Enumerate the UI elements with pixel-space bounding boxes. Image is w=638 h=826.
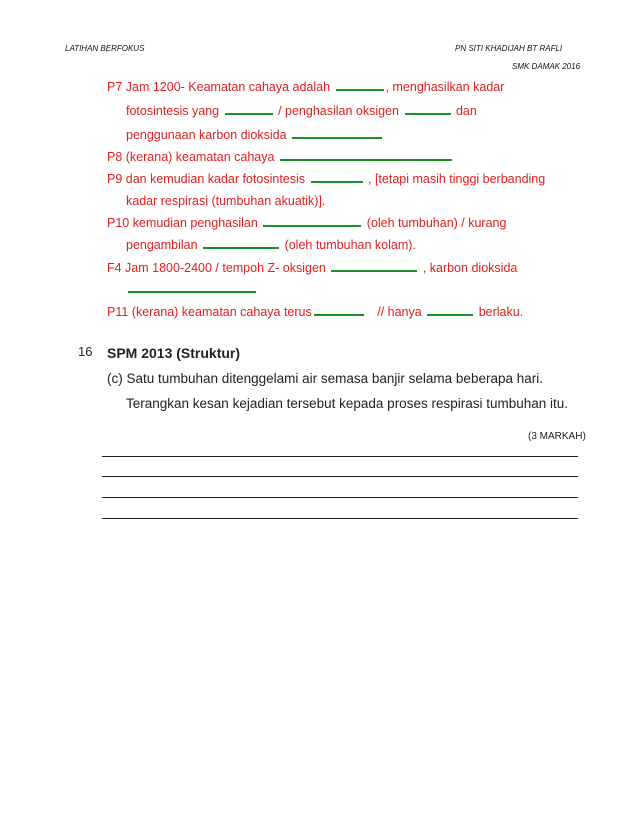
blank <box>427 313 473 316</box>
p11-text-b: // hanya <box>377 305 422 319</box>
blank <box>331 269 417 272</box>
p9-text-c: kadar respirasi (tumbuhan akuatik)]. <box>126 194 326 208</box>
p11-text-a: P11 (kerana) keamatan cahaya terus <box>107 305 312 319</box>
point-p7-line2 <box>126 104 477 118</box>
f4-text-b: , karbon dioksida <box>422 261 518 275</box>
blank <box>203 246 279 249</box>
f4-text-a: F4 Jam 1800-2400 / tempoh Z- oksigen <box>107 261 326 275</box>
question-text-line1: (c) Satu tumbuhan ditenggelami air semasa banjir selama beberapa hari. <box>107 371 543 386</box>
point-p7-line1 <box>107 80 504 94</box>
p10-text-d: (oleh tumbuhan kolam). <box>284 238 416 252</box>
point-f4-line1 <box>107 261 517 275</box>
header-school: SMK DAMAK 2016 <box>512 62 581 71</box>
point-p9-line2 <box>126 194 325 208</box>
answer-line-1[interactable] <box>102 456 578 457</box>
p11-text-c: berlaku. <box>478 305 524 319</box>
blank <box>314 313 364 316</box>
p7-text-d: / penghasilan oksigen <box>278 104 400 118</box>
p10-text-b: (oleh tumbuhan) / kurang <box>366 216 507 230</box>
p7-text-b: , menghasilkan kadar <box>385 80 505 94</box>
p7-text-e: dan <box>455 104 477 118</box>
p10-text-a: P10 kemudian penghasilan <box>107 216 258 230</box>
p8-text-a: P8 (kerana) keamatan cahaya <box>107 150 275 164</box>
answer-line-3[interactable] <box>102 497 578 498</box>
question-number: 16 <box>78 344 93 359</box>
point-p9-line1 <box>107 172 545 186</box>
p7-text-c: fotosintesis yang <box>126 104 220 118</box>
blank <box>311 180 363 183</box>
point-p8 <box>107 150 454 164</box>
answer-line-2[interactable] <box>102 476 578 477</box>
blank <box>280 158 452 161</box>
p7-text-a: P7 Jam 1200- Keamatan cahaya adalah <box>107 80 331 94</box>
p9-text-b: , [tetapi masih tinggi berbanding <box>368 172 546 186</box>
point-f4-line2 <box>126 282 258 296</box>
point-p7-line3 <box>126 128 384 142</box>
p10-text-c: pengambilan <box>126 238 198 252</box>
answer-line-4[interactable] <box>102 518 578 519</box>
header-right: PN SITI KHADIJAH BT RAFLI <box>455 44 563 53</box>
p9-text-a: P9 dan kemudian kadar fotosintesis <box>107 172 306 186</box>
point-p11 <box>107 305 523 319</box>
blank <box>405 112 451 115</box>
question-title: SPM 2013 (Struktur) <box>107 345 241 361</box>
point-p10-line2 <box>126 238 416 252</box>
blank <box>225 112 273 115</box>
blank <box>263 224 361 227</box>
blank <box>128 290 256 293</box>
marks-label: (3 MARKAH) <box>528 431 586 442</box>
header-left: LATIHAN BERFOKUS <box>65 44 145 53</box>
question-text-line2: Terangkan kesan kejadian tersebut kepada proses respirasi tumbuhan itu. <box>126 396 569 411</box>
blank <box>292 136 382 139</box>
blank <box>336 88 384 91</box>
p7-text-f: penggunaan karbon dioksida <box>126 128 287 142</box>
point-p10-line1 <box>107 216 506 230</box>
